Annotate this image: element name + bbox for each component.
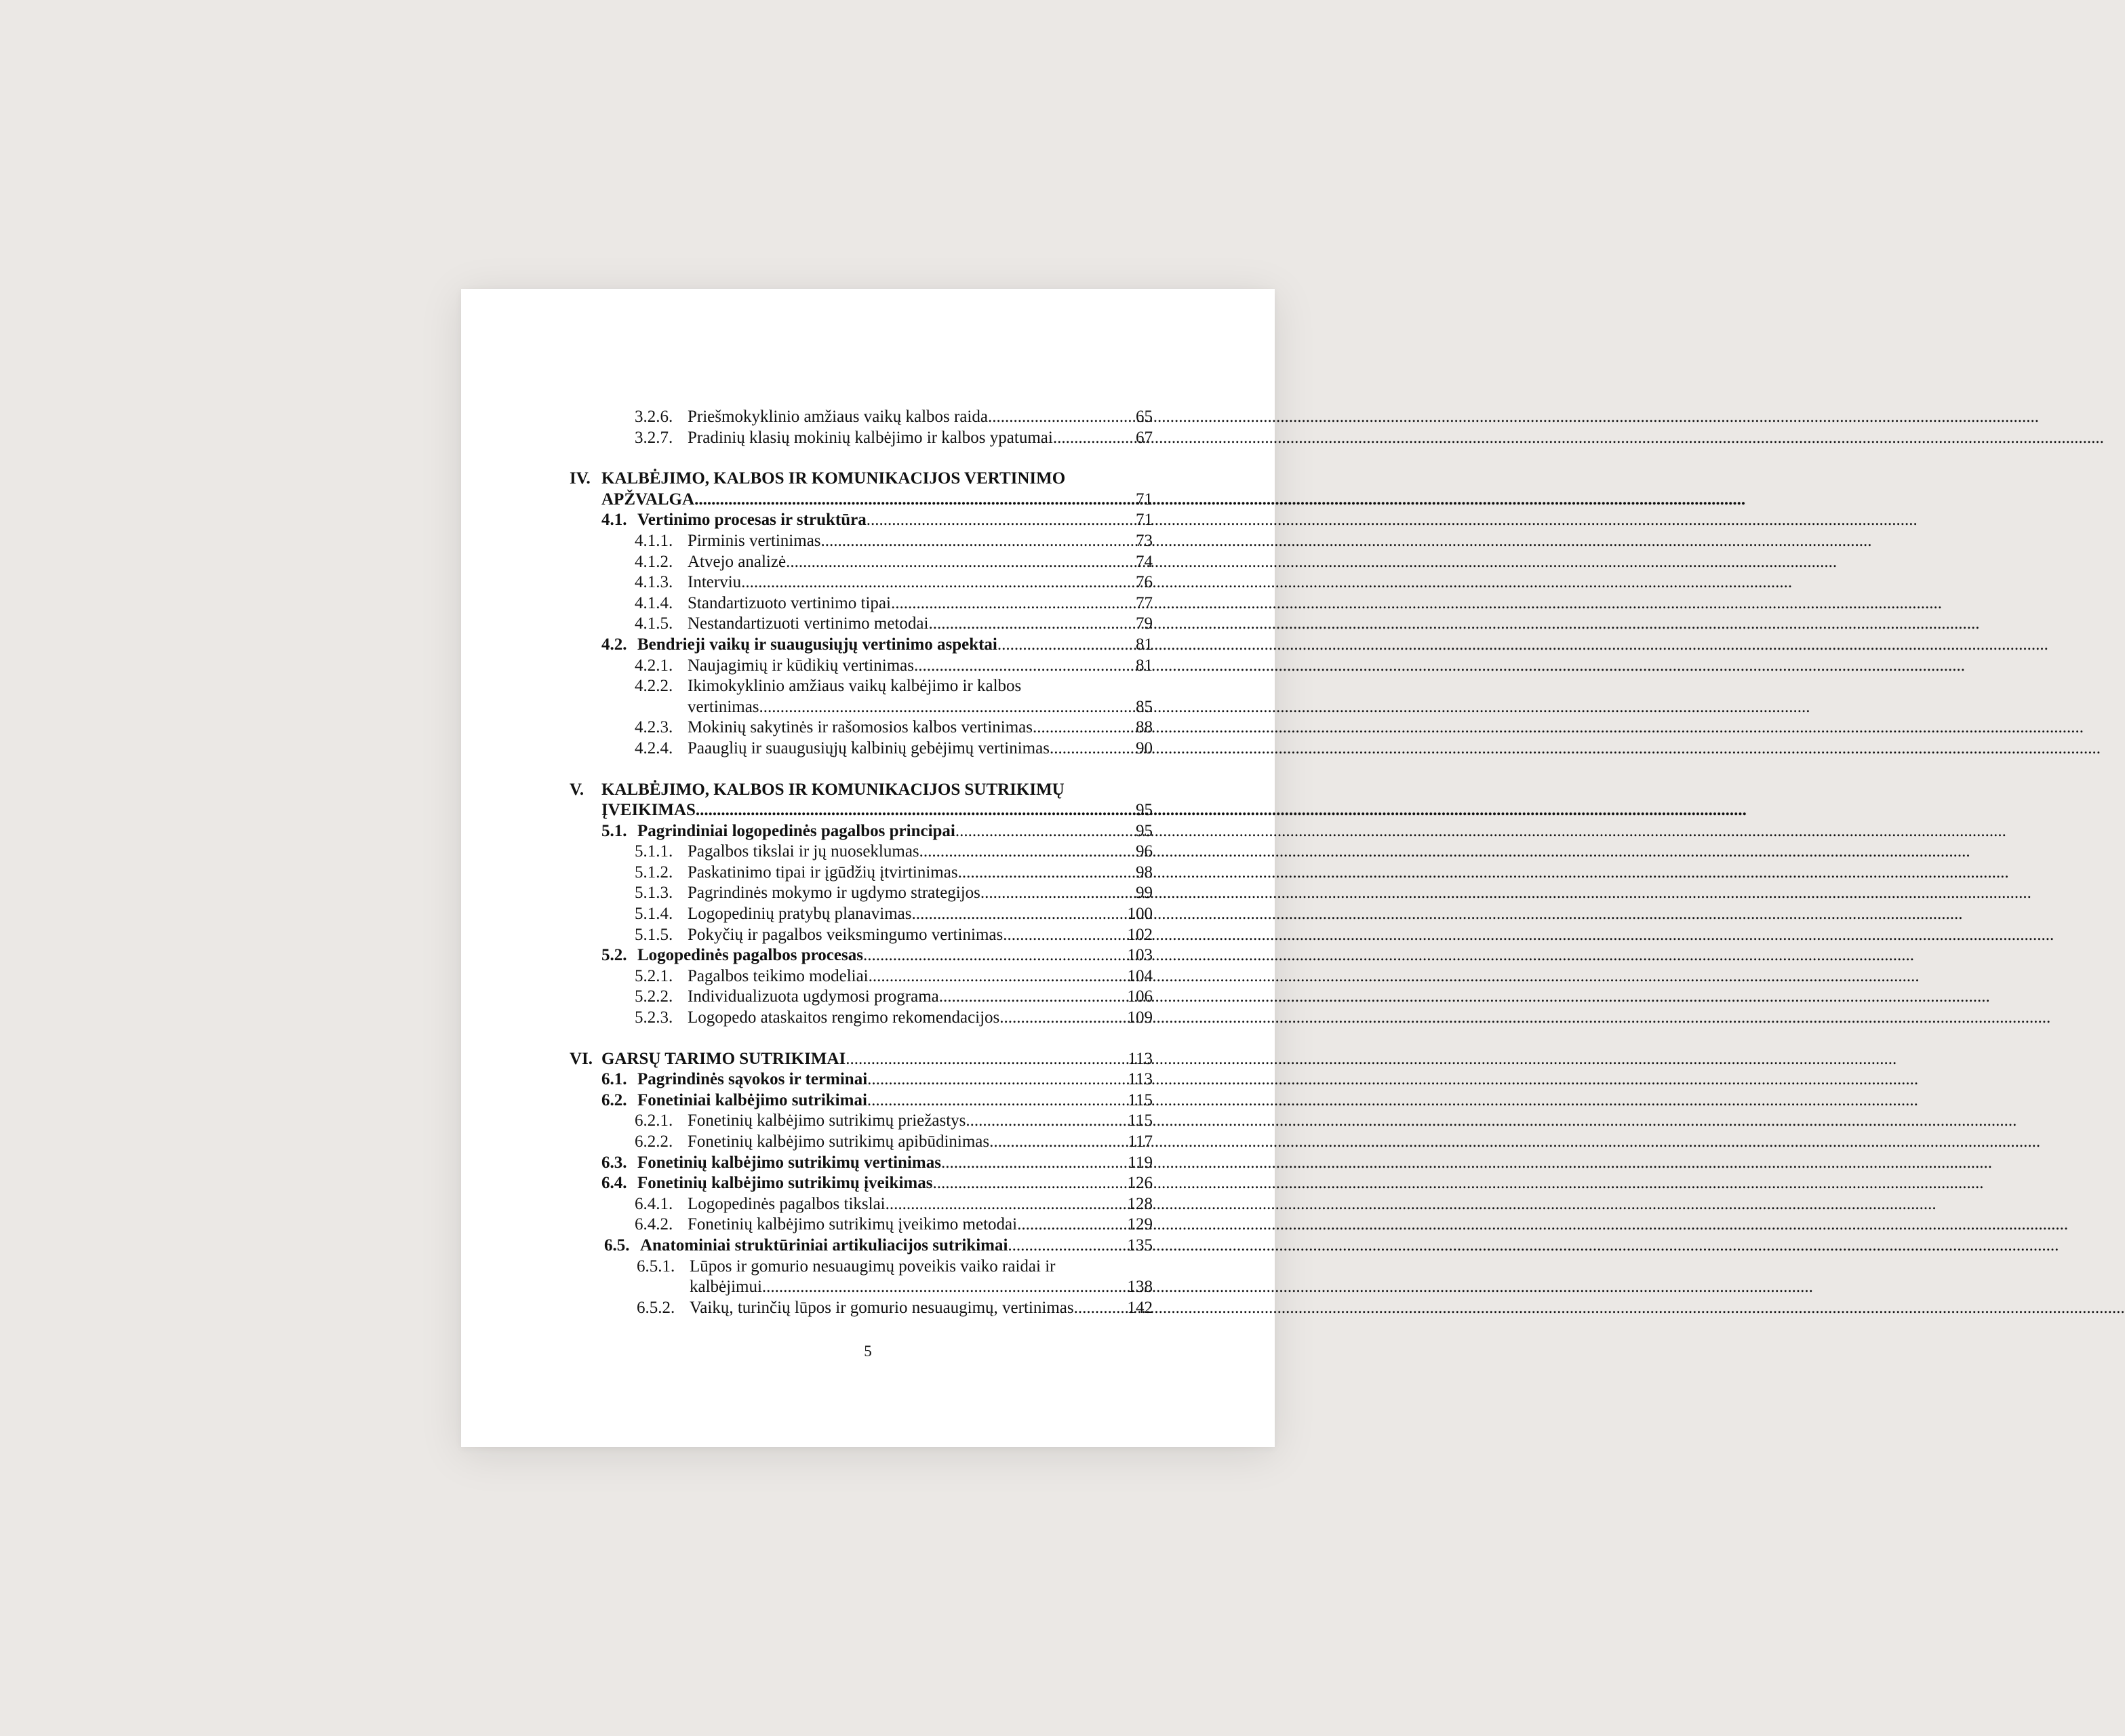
toc-number: 4.1.1. — [635, 531, 673, 550]
dot-leader — [1053, 428, 1133, 449]
toc-subsection[interactable] — [570, 966, 1153, 987]
toc-subsection[interactable] — [570, 552, 1153, 573]
toc-page-number: 135 — [1127, 1236, 1153, 1255]
toc-subsection[interactable] — [570, 883, 1153, 904]
toc-number: 6.2. — [601, 1090, 627, 1109]
toc-page-number: 65 — [1136, 408, 1153, 426]
toc-title: Pagrindinės mokymo ir ugdymo strategijos — [688, 884, 980, 903]
toc-number: V. — [570, 780, 584, 799]
toc-page-number: 71 — [1136, 511, 1153, 530]
toc-title: Pagrindiniai logopedinės pagalbos principai — [637, 821, 955, 840]
dot-leader — [759, 697, 1133, 718]
toc-page-number: 113 — [1128, 1070, 1153, 1089]
toc-title: Anatominiai struktūriniai artikuliacijos sutrikimai — [640, 1236, 1008, 1255]
dot-leader — [891, 593, 1133, 614]
toc-subsection[interactable] — [570, 614, 1153, 635]
toc-title: Logopedinės pagalbos procesas — [637, 946, 863, 965]
dot-leader — [989, 1132, 1125, 1153]
toc-chapter[interactable] — [570, 1049, 1153, 1070]
toc-number: 5.2. — [601, 946, 627, 965]
toc-number: 4.2.2. — [635, 677, 673, 696]
dot-leader — [932, 1173, 1124, 1194]
toc-title: Fonetinių kalbėjimo sutrikimų apibūdinimas — [688, 1132, 990, 1151]
toc-subsection[interactable] — [570, 676, 1153, 717]
toc-page-number: 79 — [1136, 614, 1153, 633]
toc-section[interactable] — [570, 821, 1153, 842]
toc-page-number: 106 — [1127, 987, 1153, 1006]
dot-leader — [694, 490, 1133, 511]
dot-leader — [988, 407, 1133, 428]
toc-number: 5.2.1. — [635, 966, 673, 985]
toc-page-number: 85 — [1136, 697, 1153, 716]
dot-leader — [1074, 1298, 1125, 1319]
toc-title: Atvejo analizė — [688, 552, 787, 571]
toc-number: 6.2.2. — [635, 1132, 673, 1151]
toc-subsection[interactable] — [570, 863, 1153, 884]
toc-section[interactable] — [570, 1069, 1153, 1090]
dot-leader — [999, 1008, 1124, 1029]
toc-number: 5.2.3. — [635, 1008, 673, 1027]
dot-leader — [867, 1069, 1125, 1090]
dot-leader — [1033, 717, 1133, 738]
toc-page-number: 67 — [1136, 428, 1153, 447]
toc-subsection[interactable] — [570, 656, 1153, 677]
toc-page-number: 88 — [1136, 718, 1153, 737]
toc-page-number: 126 — [1127, 1174, 1153, 1193]
toc-title: Nestandartizuoti vertinimo metodai — [688, 614, 929, 633]
toc-page-number: 102 — [1127, 925, 1153, 944]
dot-leader — [886, 1194, 1125, 1215]
toc-section[interactable] — [570, 1236, 1153, 1257]
dot-leader — [966, 1111, 1125, 1132]
toc-title: Vertinimo procesas ir struktūra — [637, 511, 867, 530]
dot-leader — [846, 1049, 1125, 1070]
toc-title: Paauglių ir suaugusiųjų kalbinių gebėjimų vertinimas — [688, 738, 1050, 757]
dot-leader — [867, 1090, 1126, 1111]
dot-leader — [1003, 925, 1124, 946]
toc-section[interactable] — [570, 1173, 1153, 1194]
toc-number: 6.4.2. — [635, 1215, 673, 1234]
toc-number: 4.1. — [601, 511, 627, 530]
toc-title: KALBĖJIMO, KALBOS IR KOMUNIKACIJOS VERTINIMO — [601, 469, 1066, 488]
dot-leader — [869, 966, 1125, 987]
toc-title: Fonetinių kalbėjimo sutrikimų įveikimas — [637, 1174, 933, 1193]
toc-number: 4.1.4. — [635, 593, 673, 612]
toc-page-number: 138 — [1127, 1278, 1153, 1297]
toc-number: 6.2.1. — [635, 1111, 673, 1130]
dot-leader — [741, 572, 1133, 593]
toc-title: Lūpos ir gomurio nesuaugimų poveikis vaiko raidai ir — [690, 1257, 1056, 1276]
toc-section[interactable] — [570, 510, 1153, 531]
dot-leader — [863, 945, 1125, 966]
toc-number: 6.5. — [604, 1236, 630, 1255]
toc-subsection[interactable] — [570, 717, 1153, 738]
toc-title: Interviu — [688, 573, 742, 592]
toc-section[interactable] — [570, 1153, 1153, 1174]
toc-page-number: 129 — [1127, 1215, 1153, 1234]
dot-leader — [928, 614, 1133, 635]
toc-section[interactable] — [570, 1090, 1153, 1111]
toc-page-number: 113 — [1128, 1049, 1153, 1068]
toc-page-number: 117 — [1128, 1132, 1153, 1151]
toc-title: Naujagimių ir kūdikių vertinimas — [688, 656, 914, 675]
toc-title: Individualizuota ugdymosi programa — [688, 987, 939, 1006]
dot-leader — [696, 800, 1133, 821]
toc-section[interactable] — [570, 945, 1153, 966]
toc-page-number: 96 — [1136, 842, 1153, 861]
toc-title-continuation: ĮVEIKIMAS — [601, 801, 696, 820]
toc-number: 5.1.5. — [635, 925, 673, 944]
toc-subsection[interactable] — [570, 1008, 1153, 1029]
toc-number: IV. — [570, 469, 591, 488]
toc-number: 4.2.1. — [635, 656, 673, 675]
toc-title-continuation: APŽVALGA — [601, 490, 695, 509]
toc-section[interactable] — [570, 635, 1153, 656]
toc-number: 5.1.3. — [635, 884, 673, 903]
toc-subsection[interactable] — [570, 428, 1153, 449]
dot-leader — [941, 1153, 1125, 1174]
toc-number: 4.2. — [601, 635, 627, 654]
toc-subsection[interactable] — [570, 572, 1153, 593]
dot-leader — [1050, 738, 1133, 760]
toc-page-number: 142 — [1127, 1298, 1153, 1317]
toc-title: Fonetinių kalbėjimo sutrikimų vertinimas — [637, 1153, 941, 1172]
toc-page-number: 109 — [1127, 1008, 1153, 1027]
dot-leader — [997, 635, 1133, 656]
toc-number: 5.1.2. — [635, 863, 673, 882]
page-number: 5 — [864, 1343, 872, 1360]
toc-page-number: 100 — [1127, 905, 1153, 924]
toc-number: 3.2.7. — [635, 428, 673, 447]
toc-title: Fonetiniai kalbėjimo sutrikimai — [637, 1090, 867, 1109]
toc-chapter[interactable] — [570, 780, 1153, 821]
toc-subsection[interactable] — [570, 738, 1153, 760]
toc-subsection[interactable] — [570, 904, 1153, 925]
toc-title: Pokyčių ir pagalbos veiksmingumo vertinimas — [688, 925, 1004, 944]
toc-number: 3.2.6. — [635, 408, 673, 426]
toc-page-number: 77 — [1136, 593, 1153, 612]
toc-chapter[interactable] — [570, 469, 1153, 510]
toc-title: Priešmokyklinio amžiaus vaikų kalbos raida — [688, 408, 988, 426]
toc-number: 5.1.1. — [635, 842, 673, 861]
toc-page-number: 104 — [1127, 966, 1153, 985]
toc-page-number: 115 — [1128, 1111, 1153, 1130]
toc-page-number: 103 — [1127, 946, 1153, 965]
toc-page-number: 115 — [1128, 1090, 1153, 1109]
table-of-contents — [570, 407, 1153, 1318]
toc-page-number: 76 — [1136, 573, 1153, 592]
dot-leader — [762, 1277, 1125, 1298]
toc-page-number: 119 — [1128, 1153, 1153, 1172]
toc-subsection[interactable] — [570, 1111, 1153, 1132]
toc-subsection[interactable] — [570, 1194, 1153, 1215]
toc-subsection[interactable] — [570, 1298, 1153, 1319]
toc-subsection[interactable] — [570, 925, 1153, 946]
dot-leader — [955, 821, 1133, 842]
toc-number: 4.2.4. — [635, 738, 673, 757]
toc-number: 4.1.3. — [635, 573, 673, 592]
toc-number: 5.1.4. — [635, 905, 673, 924]
toc-subsection[interactable] — [570, 1257, 1153, 1298]
toc-number: VI. — [570, 1049, 593, 1068]
toc-title: Ikimokyklinio amžiaus vaikų kalbėjimo ir kalbos — [688, 677, 1022, 696]
toc-page-number: 81 — [1136, 656, 1153, 675]
toc-subsection[interactable] — [570, 531, 1153, 552]
book-page — [461, 289, 1275, 1447]
toc-page-number: 99 — [1136, 884, 1153, 903]
toc-title: Bendrieji vaikų ir suaugusiųjų vertinimo aspektai — [637, 635, 997, 654]
toc-number: 4.1.2. — [635, 552, 673, 571]
toc-page-number: 128 — [1127, 1194, 1153, 1213]
toc-title: Fonetinių kalbėjimo sutrikimų priežastys — [688, 1111, 966, 1130]
dot-leader — [911, 904, 1124, 925]
dot-leader — [1008, 1236, 1124, 1257]
toc-title: Standartizuoto vertinimo tipai — [688, 593, 891, 612]
toc-number: 6.3. — [601, 1153, 627, 1172]
toc-number: 6.1. — [601, 1070, 627, 1089]
toc-number: 5.2.2. — [635, 987, 673, 1006]
dot-leader — [980, 883, 1133, 904]
toc-title: GARSŲ TARIMO SUTRIKIMAI — [601, 1049, 846, 1068]
toc-title: Pagalbos tikslai ir jų nuoseklumas — [688, 842, 919, 861]
dot-leader — [914, 656, 1133, 677]
section-gap — [570, 1029, 1153, 1049]
toc-subsection[interactable] — [570, 842, 1153, 863]
toc-page-number: 71 — [1136, 490, 1153, 509]
toc-number: 4.2.3. — [635, 718, 673, 737]
section-gap — [570, 760, 1153, 780]
toc-title: Logopedinių pratybų planavimas — [688, 905, 912, 924]
toc-title: Pagalbos teikimo modeliai — [688, 966, 869, 985]
section-gap — [570, 448, 1153, 469]
toc-number: 6.5.2. — [637, 1298, 675, 1317]
toc-number: 5.1. — [601, 821, 627, 840]
toc-page-number: 81 — [1136, 635, 1153, 654]
toc-subsection[interactable] — [570, 1132, 1153, 1153]
toc-page-number: 95 — [1136, 801, 1153, 820]
toc-title: Mokinių sakytinės ir rašomosios kalbos vertinimas — [688, 718, 1033, 737]
toc-title: Fonetinių kalbėjimo sutrikimų įveikimo metodai — [688, 1215, 1018, 1234]
toc-title: KALBĖJIMO, KALBOS IR KOMUNIKACIJOS SUTRIKIMŲ — [601, 780, 1065, 799]
toc-page-number: 90 — [1136, 738, 1153, 757]
toc-title-continuation: vertinimas — [688, 697, 759, 716]
dot-leader — [867, 510, 1133, 531]
toc-number: 4.1.5. — [635, 614, 673, 633]
dot-leader — [958, 863, 1133, 884]
toc-title: Pradinių klasių mokinių kalbėjimo ir kalbos ypatumai — [688, 428, 1053, 447]
dot-leader — [919, 842, 1133, 863]
toc-title: Logopedo ataskaitos rengimo rekomendacijos — [688, 1008, 1000, 1027]
toc-title: Logopedinės pagalbos tikslai — [688, 1194, 886, 1213]
toc-title-continuation: kalbėjimui — [690, 1278, 762, 1297]
toc-title: Pirminis vertinimas — [688, 531, 821, 550]
toc-title: Vaikų, turinčių lūpos ir gomurio nesuaugimų, vertinimas — [690, 1298, 1074, 1317]
toc-subsection[interactable] — [570, 407, 1153, 428]
toc-page-number: 74 — [1136, 552, 1153, 571]
toc-subsection[interactable] — [570, 593, 1153, 614]
toc-subsection[interactable] — [570, 1215, 1153, 1236]
toc-number: 6.4. — [601, 1174, 627, 1193]
toc-page-number: 95 — [1136, 821, 1153, 840]
dot-leader — [786, 552, 1133, 573]
toc-page-number: 73 — [1136, 531, 1153, 550]
dot-leader — [939, 987, 1125, 1008]
dot-leader — [821, 531, 1133, 552]
toc-title: Paskatinimo tipai ir įgūdžių įtvirtinimas — [688, 863, 958, 882]
toc-subsection[interactable] — [570, 987, 1153, 1008]
toc-number: 6.4.1. — [635, 1194, 673, 1213]
toc-title: Pagrindinės sąvokos ir terminai — [637, 1070, 868, 1089]
dot-leader — [1017, 1215, 1124, 1236]
toc-number: 6.5.1. — [637, 1257, 675, 1276]
toc-page-number: 98 — [1136, 863, 1153, 882]
